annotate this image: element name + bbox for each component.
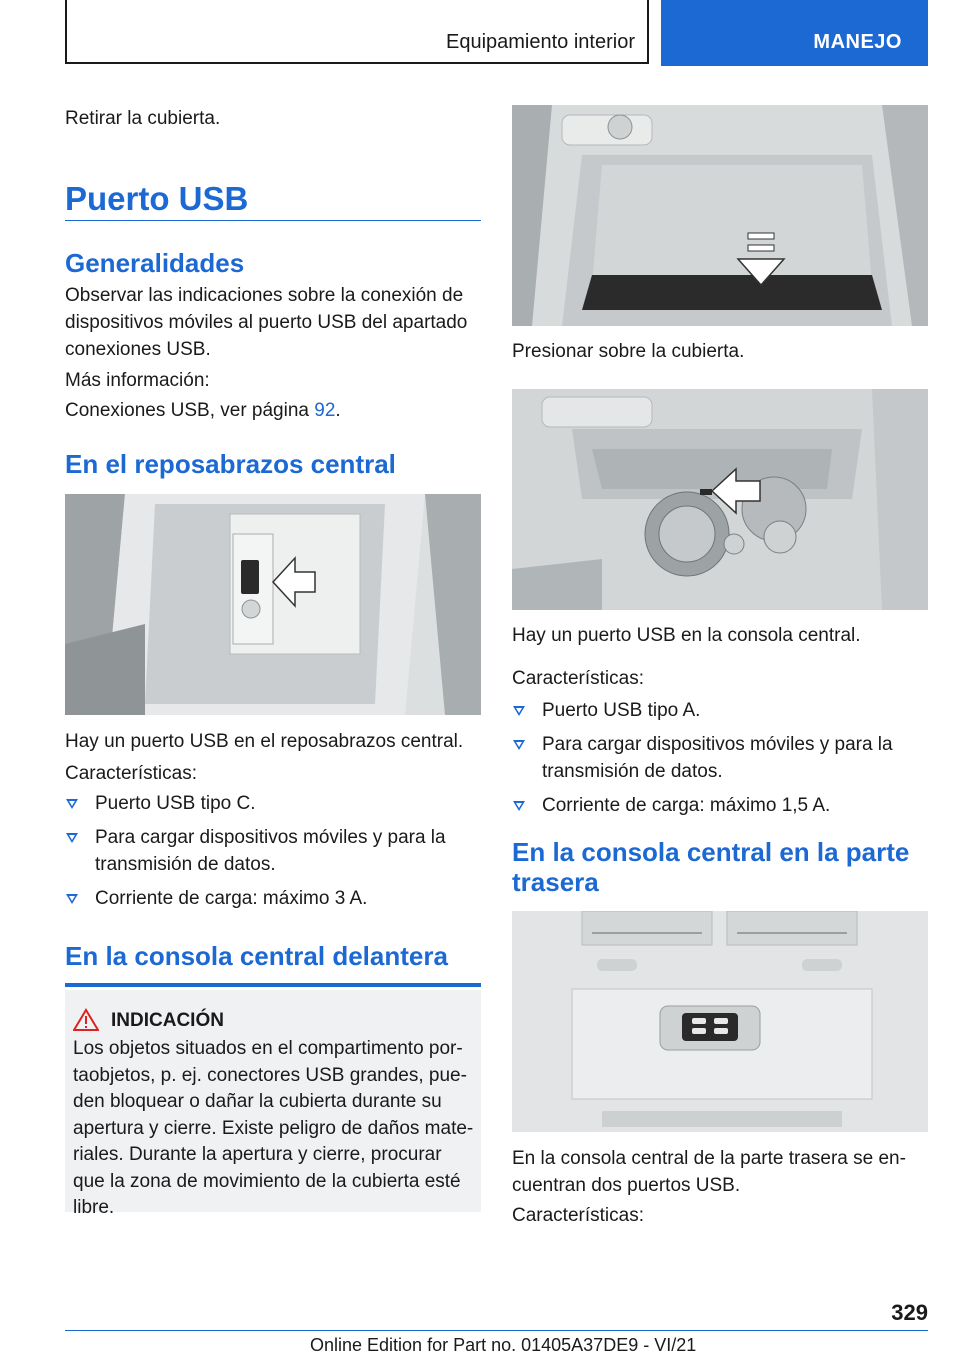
page-number: 329	[891, 1300, 928, 1325]
section-title: Equipamiento interior	[446, 31, 635, 53]
rear-console-photo	[512, 911, 928, 1132]
more-info-label: Más información:	[65, 370, 210, 391]
page-header	[65, 0, 928, 66]
triangle-bullet-icon	[66, 894, 78, 904]
edition-text: Online Edition for Part no. 01405A37DE9 - VI/21	[310, 1335, 697, 1355]
list-item: Corriente de carga: máximo 3 A.	[65, 885, 481, 912]
armrest-features-list	[65, 790, 481, 919]
console-features-list	[512, 697, 928, 826]
armrest-features-label: Características:	[65, 763, 197, 784]
press-cover-photo	[512, 105, 928, 326]
press-cover-illustration	[512, 105, 928, 326]
page-link[interactable]: 92	[314, 400, 336, 421]
list-item: Puerto USB tipo C.	[65, 790, 481, 817]
triangle-bullet-icon	[513, 801, 525, 811]
general-text: Observar las indicaciones sobre la conexión de dispositivos móviles al puerto USB del apartado conexiones USB.	[65, 285, 468, 360]
armrest-heading: En el reposabrazos central	[65, 449, 396, 479]
rear-console-illustration	[512, 911, 928, 1132]
rear-console-heading: En la consola central en la parte trasera	[512, 837, 910, 897]
intro-text: Retirar la cubierta.	[65, 108, 221, 129]
list-item: Corriente de carga: máximo 1,5 A.	[512, 792, 928, 819]
front-console-rule	[65, 983, 481, 987]
rear-features-label: Características:	[512, 1205, 644, 1226]
notice-title: INDICACIÓN	[111, 1010, 224, 1031]
list-item: Para cargar dispositivos móviles y para la transmisión de datos.	[65, 824, 481, 878]
section-tab	[65, 0, 649, 64]
console-usb-photo	[512, 389, 928, 610]
triangle-bullet-icon	[513, 706, 525, 716]
console-usb-illustration	[512, 389, 928, 610]
page-title: Puerto USB	[65, 180, 249, 217]
list-item: Para cargar dispositivos móviles y para la transmisión de datos.	[512, 731, 928, 785]
press-caption: Presionar sobre la cubierta.	[512, 341, 745, 362]
rear-caption: En la consola central de la parte trasera se en-cuentran dos puertos USB.	[512, 1148, 906, 1196]
chapter-tab	[661, 0, 928, 66]
console-caption: Hay un puerto USB en la consola central.	[512, 625, 861, 646]
title-rule	[65, 220, 481, 221]
warning-triangle-icon	[73, 1008, 99, 1032]
footer-rule	[65, 1330, 928, 1331]
armrest-photo	[65, 494, 481, 715]
triangle-bullet-icon	[513, 740, 525, 750]
chapter-title: MANEJO	[813, 31, 902, 53]
triangle-bullet-icon	[66, 833, 78, 843]
armrest-caption: Hay un puerto USB en el reposabrazos central.	[65, 731, 464, 752]
armrest-illustration	[65, 494, 481, 715]
general-heading: Generalidades	[65, 248, 245, 278]
list-item: Puerto USB tipo A.	[512, 697, 928, 724]
page-reference: Conexiones USB, ver página 92.	[65, 400, 341, 421]
notice-text: Los objetos situados en el compartimento por-taobjetos, p. ej. conectores USB grandes, pue-den bloquear o dañar la cubierta durante su apertura y cierre. Existe peligro de daños mate-riales. Durante la apertura y cierre, procurar que la zona de movimiento de la cubierta esté libre.	[73, 1038, 474, 1218]
console-features-label: Características:	[512, 668, 644, 689]
notice-box	[65, 990, 481, 1218]
triangle-bullet-icon	[66, 799, 78, 809]
front-console-heading: En la consola central delantera	[65, 941, 448, 971]
